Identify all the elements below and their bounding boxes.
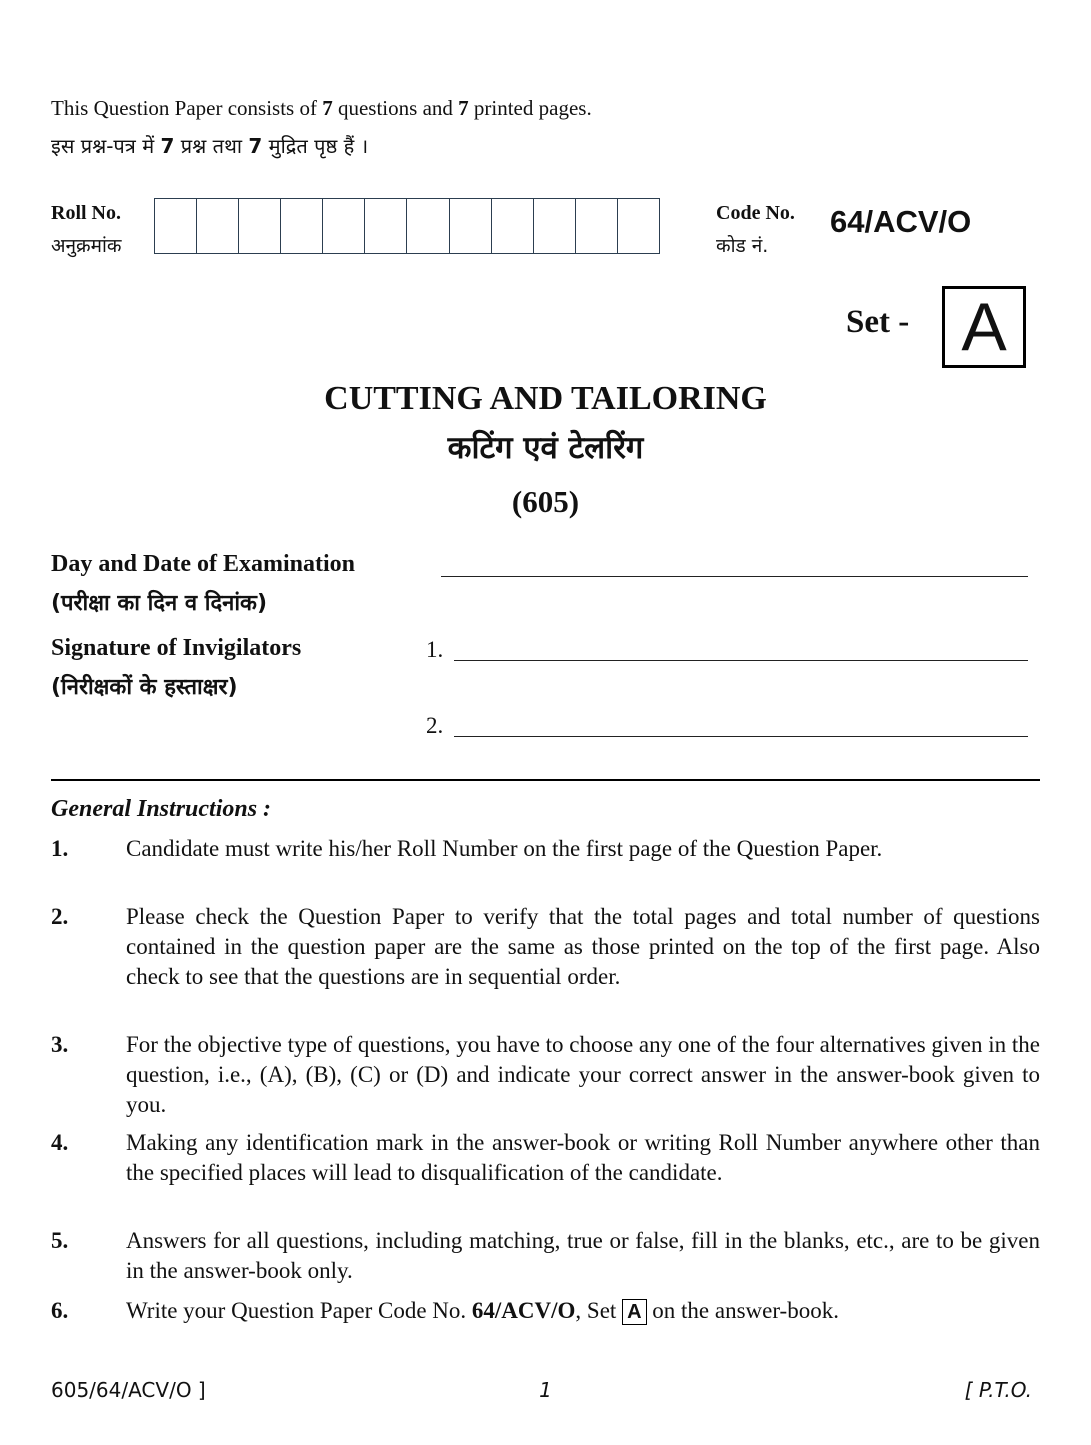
signature-1-number: 1.: [426, 637, 444, 662]
exam-date-label-hi: (परीक्षा का दिन व दिनांक): [51, 591, 268, 616]
roll-number-cell[interactable]: [281, 199, 323, 253]
roll-number-cell[interactable]: [534, 199, 576, 253]
pto-label: [ P.T.O.: [964, 1378, 1032, 1402]
instruction-text: Answers for all questions, including matching, true or false, fill in the blanks, etc., are to be given in the answer-book only.: [126, 1228, 1040, 1283]
roll-number-cell[interactable]: [155, 199, 197, 253]
roll-number-cell[interactable]: [576, 199, 618, 253]
instruction-number: 1.: [51, 836, 69, 861]
instruction-number: 4.: [51, 1130, 69, 1155]
consists-en-post: printed pages.: [468, 96, 592, 120]
instruction-6-set-box: A: [622, 1299, 646, 1325]
question-count: 7: [322, 96, 333, 120]
instruction-number: 5.: [51, 1228, 69, 1253]
instruction-6-post: on the answer-book.: [646, 1298, 839, 1323]
subject-code: (605): [511, 484, 580, 519]
instruction-number: 6.: [51, 1298, 69, 1323]
instruction-text: Making any identification mark in the answer-book or writing Roll Number anywhere other than the specified places will lead to disqualification of the candidate.: [126, 1130, 1040, 1185]
instruction-6-code: 64/ACV/O: [471, 1298, 576, 1323]
code-label-hi: कोड नं.: [716, 235, 769, 257]
page-count: 7: [458, 96, 469, 120]
instruction-text: For the objective type of questions, you have to choose any one of the four alternatives given in the question, i.e., (A), (B), (C) or (D) and indicate your correct answer in the answer-book given to you.: [126, 1032, 1041, 1117]
roll-label-hi: अनुक्रमांक: [51, 235, 122, 257]
roll-number-cell[interactable]: [365, 199, 407, 253]
instruction-6-mid: , Set: [575, 1298, 623, 1323]
roll-number-cell[interactable]: [239, 199, 281, 253]
signature-label-en: Signature of Invigilators: [51, 635, 302, 661]
consists-hi-pre: इस प्रश्न-पत्र में: [51, 134, 161, 158]
instruction-item: [51, 1296, 1040, 1326]
roll-number-cell[interactable]: [407, 199, 449, 253]
instruction-text: [126, 1296, 1040, 1326]
paper-consists-en: [51, 96, 592, 121]
instruction-item: [51, 902, 1040, 992]
instruction-item: [51, 1128, 1040, 1188]
instruction-item: [51, 834, 1040, 864]
exam-date-blank[interactable]: [441, 576, 1028, 577]
roll-number-cell[interactable]: [450, 199, 492, 253]
signature-2-number: 2.: [426, 713, 444, 738]
code-value: 64/ACV/O: [830, 204, 972, 239]
page-number: 1: [539, 1378, 552, 1402]
roll-label-en: Roll No.: [51, 202, 121, 224]
instruction-number: 2.: [51, 904, 69, 929]
signature-label-hi: (निरीक्षकों के हस्ताक्षर): [51, 675, 238, 700]
page-count-hi: 7: [248, 134, 263, 158]
instruction-text: Candidate must write his/her Roll Number on the first page of the Question Paper.: [126, 836, 883, 861]
instruction-6-pre: Write your Question Paper Code No.: [126, 1298, 472, 1323]
consists-en-mid: questions and: [332, 96, 459, 120]
title-en: CUTTING AND TAILORING: [324, 380, 767, 417]
section-divider: [51, 779, 1040, 781]
instructions-heading: General Instructions :: [51, 796, 272, 822]
consists-en-pre: This Question Paper consists of: [51, 96, 323, 120]
roll-number-cell[interactable]: [492, 199, 534, 253]
question-count-hi: 7: [160, 134, 175, 158]
consists-hi-mid: प्रश्न तथा: [174, 134, 249, 158]
instruction-text: Please check the Question Paper to verify that the total pages and total number of questions contained in the question paper are the same as those printed on the top of the first page. Also check to see that the questions are in sequential order.: [126, 904, 1040, 989]
instruction-item: [51, 1030, 1040, 1120]
instruction-item: [51, 1226, 1040, 1286]
title-hi: कटिंग एवं टेलरिंग: [447, 430, 644, 466]
instruction-number: 3.: [51, 1032, 69, 1057]
code-label-en: Code No.: [716, 202, 795, 224]
roll-number-cell[interactable]: [618, 199, 659, 253]
exam-date-label-en: Day and Date of Examination: [51, 551, 356, 577]
signature-2-blank[interactable]: [454, 736, 1028, 737]
consists-hi-post: मुद्रित पृष्ठ हैं ।: [262, 134, 369, 158]
paper-consists-hi: [51, 132, 368, 159]
signature-1-blank[interactable]: [454, 660, 1028, 661]
roll-number-cell[interactable]: [323, 199, 365, 253]
set-label: Set -: [846, 304, 910, 340]
roll-number-boxes[interactable]: [154, 198, 660, 254]
footer-code: 605/64/ACV/O ]: [51, 1378, 206, 1402]
set-box: A: [942, 286, 1026, 368]
roll-number-cell[interactable]: [197, 199, 239, 253]
